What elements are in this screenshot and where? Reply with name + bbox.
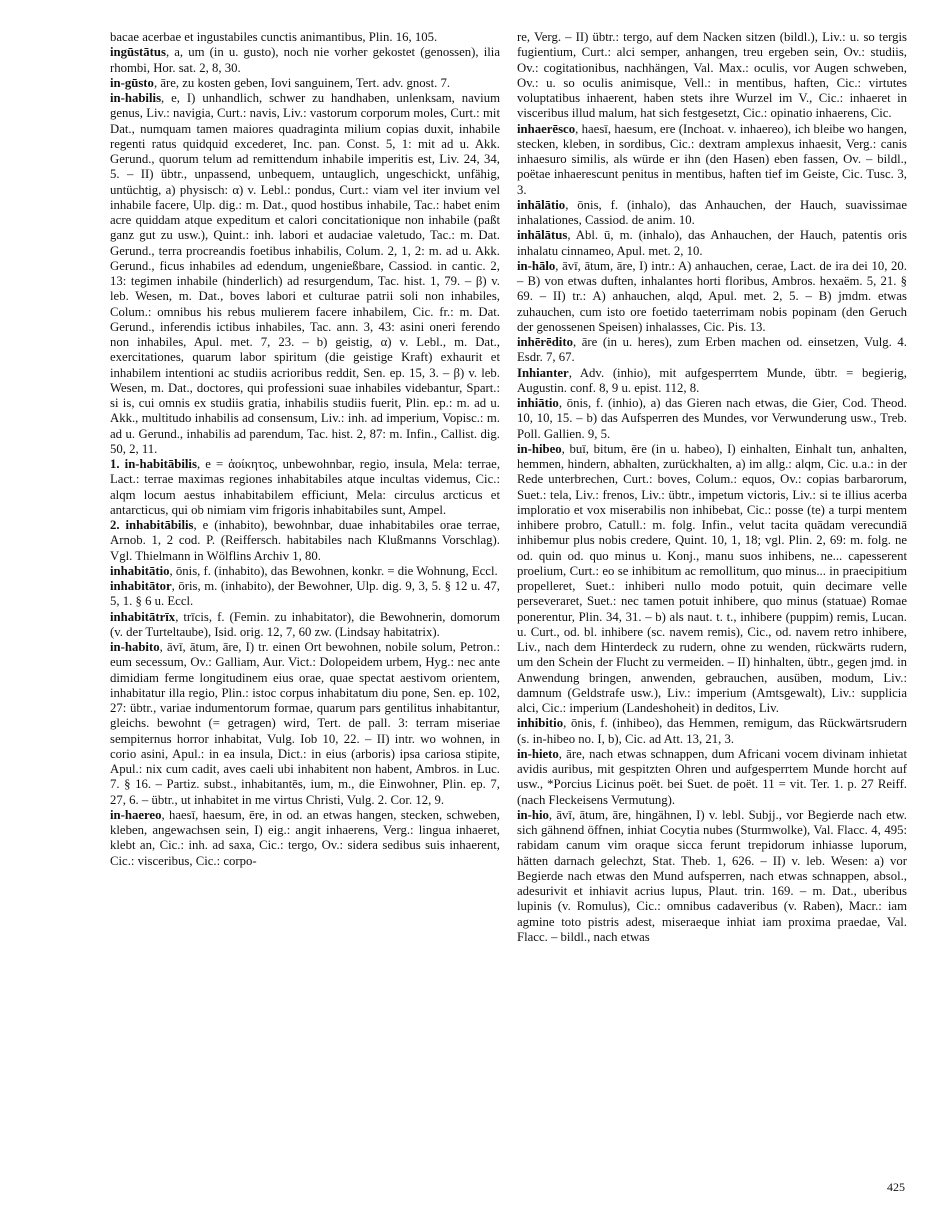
entry-text: , e = ἀοίκητος, unbewohnbar, regio, insula, Mela: terrae, Lact.: terrae maximas regiones inhabitabiles atque incultas videmus, Cic.: alqm locum aestus inhabitabilem efficiunt, Mela: circulus arcticus et antarcticus, qui ob nimiam vim frigoris inhabitabiles sunt, Ampel. bbox=[110, 457, 501, 517]
dictionary-entry bbox=[517, 747, 907, 808]
dictionary-entry bbox=[110, 610, 500, 641]
entry-lemma: in-hio bbox=[517, 807, 549, 822]
entry-lemma: in-hālo bbox=[517, 258, 556, 273]
entry-lemma: inhaerēsco bbox=[517, 121, 576, 136]
entry-lemma: in-gūsto bbox=[110, 75, 154, 90]
dictionary-entry bbox=[110, 30, 500, 45]
dictionary-entry bbox=[517, 30, 907, 122]
dictionary-entry bbox=[110, 564, 500, 579]
entry-lemma: inhabitātrīx bbox=[110, 609, 176, 624]
page-number: 425 bbox=[887, 1180, 905, 1194]
left-column bbox=[110, 30, 500, 869]
entry-text: , Abl. ū, m. (inhalo), das Anhauchen, der Hauch, patentis oris inhalatu cinnameo, Apul. met. 2, 10. bbox=[517, 228, 907, 258]
entry-text: , haesī, haesum, ere (Inchoat. v. inhaereo), ich bleibe wo hangen, stecken, kleben, in sordibus, Cic.: dextram amplexus inhaesit, Verg.: canis inhaesuro similis, als würde er ihn (den Hasen) eben fassen, Ov. – bildl., poëtae inhaerescunt penitus in mentibus, haften tief im Geiste, Cic. Tusc. 3, 3. bbox=[517, 121, 907, 197]
dictionary-entry bbox=[517, 716, 907, 747]
entry-lemma: in-haereo bbox=[110, 807, 162, 822]
entry-text: , āre, nach etwas schnappen, dum Africani vocem divinam inhietat avidis auribus, mit gespitzten Ohren und aufgesperrtem Munde horcht auf usw., *Porcius Licinus poët. bei Suet. de poët. 11 = vit. Ter. 1. p. 27 Reiff. (nach Fleckeisens Vermutung). bbox=[517, 746, 907, 807]
entry-text: , āvī, ātum, āre, I) tr. einen Ort bewohnen, nobile solum, Petron.: eum secessum, Ov.: Galliam, Aur. Vict.: Dolopeidem urbem, Hyg.: nec ante dimidiam ferme longitudinem eius orae, quae spectat aestivom orientem, inhabitatur illa regio, Plin.: istoc corpus inhabitatum diu pone, Sen. ep. 102, 27: übtr., variae indumentorum formae, quarum pars gentilitus inhabitantur, gleichs. bewohnt (= getragen) wird, Tert. de pall. 3: terram miseriae sempiternus horror inhabitat, Vulg. Iob 10, 22. – II) intr. wo wohnen, in corio asini, Apul.: in ea insula, Dict.: in eius (arboris) ipsa cariosa stipite, Apul.: nix cum cadit, aves caeli ubi inhabitent non habent, Ambros. in Luc. 7. § 16. – Partiz. subst., inhabitantēs, ium, m., die Einwohner, Plin. ep. 7, 27, 6. – übtr., ut inhabitet in me virtus Christi, Vulg. 2. Cor. 12, 9. bbox=[110, 640, 500, 807]
dictionary-entry bbox=[110, 457, 500, 518]
dictionary-entry bbox=[110, 808, 500, 869]
entry-text: , e (inhabito), bewohnbar, duae inhabitabiles orae terrae, Arnob. 1, 2 cod. P. (Reiffersch. habitabiles nach Klußmanns Vorschlag). Vgl. Thielmann in Wölflins Archiv 1, 80. bbox=[110, 518, 500, 563]
dictionary-entry bbox=[110, 518, 500, 564]
entry-lemma: inhiātio bbox=[517, 396, 559, 410]
entry-text: , haesī, haesum, ēre, in od. an etwas hangen, stecken, schweben, kleben, angewachsen sein, I) eig.: angit inhaerens, Verg.: lingua inhaeret, klebt an, Cic.: inh. ad saxa, Cic.: tergo, Ov.: sidera sedibus suis inhaerent, Cic.: visceribus, Cic.: corpo- bbox=[110, 807, 500, 868]
entry-lemma: in-hibeo bbox=[517, 441, 562, 456]
entry-text: bacae acerbae et ingustabiles cunctis animantibus, Plin. 16, 105. bbox=[110, 30, 438, 44]
dictionary-entry bbox=[110, 579, 500, 610]
entry-text: , āre, zu kosten geben, Iovi sanguinem, Tert. adv. gnost. 7. bbox=[153, 75, 451, 90]
entry-text: , ōris, m. (inhabito), der Bewohner, Ulp. dig. 9, 3, 5. § 12 u. 47, 5, 1. § 6 u. Eccl. bbox=[110, 579, 500, 609]
entry-lemma: inhērēdito bbox=[517, 335, 573, 349]
entry-lemma: 1. in-habitābilis bbox=[110, 457, 197, 471]
entry-text: , āre (in u. heres), zum Erben machen od. einsetzen, Vulg. 4. Esdr. 7, 67. bbox=[517, 335, 907, 365]
dictionary-entry bbox=[517, 396, 907, 442]
entry-lemma: inhabitātio bbox=[110, 563, 170, 578]
dictionary-entry bbox=[110, 640, 500, 808]
dictionary-entry bbox=[517, 366, 907, 397]
entry-text: , ōnis, f. (inhalo), das Anhauchen, der Hauch, suavissimae inhalationes, Cassiod. de anim. 10. bbox=[517, 197, 907, 227]
entry-text: , āvī, ātum, āre, I) intr.: A) anhauchen, cerae, Lact. de ira dei 10, 20. – B) von etwas duften, inhalantes horti floribus, Ambros. hexaëm. 5, 21. § 69. – II) tr.: A) anhauchen, alqd, Apul. met. 2, 5. – B) jmdm. etwas zuhauchen, cum isto ore foetido taeterrimam nobis popinam (den Geruch der genossenen Speisen) inhalasses, Cic. Pis. 13. bbox=[517, 258, 907, 334]
dictionary-entry bbox=[517, 228, 907, 259]
entry-lemma: inhālātus bbox=[517, 228, 568, 243]
entry-text: , āvī, ātum, āre, hingähnen, I) v. lebl. Subjj., vor Begierde nach etw. sich gähnend öffnen, inhiat Cocytia nubes (Sturmwolke), Val. Flacc. 4, 495: rabidam canum vim oraque sicca ferunt trepidorum inhiasse luporum, hätten darnach gelechzt, Stat. Theb. 1, 626. – II) v. leb. Wesen: a) vor Begierde nach etwas den Mund aufsperren, nach etwas schnappen, absol., adesurivit et inhiavit acrius lupus, Plaut. trin. 169. – m. Dat., uberibus lupinis (v. Romulus), Cic.: omnibus cadaveribus (v. Raben), Macr.: iam agmine toto pistris adest, miseraeque inhiat iam proxima praedae, Val. Flacc. – bildl., nach etwas bbox=[517, 807, 907, 944]
entry-text: , a, um (in u. gusto), noch nie vorher gekostet (genossen), ilia rhombi, Hor. sat. 2, 8, 30. bbox=[110, 45, 500, 75]
entry-lemma: inhabitātor bbox=[110, 579, 172, 593]
entry-text: , e, I) unhandlich, schwer zu handhaben, unlenksam, navium genus, Liv.: navigia, Curt.: navis, Liv.: vastorum corporum moles, Curt.: mit Dat., numquam tamen maiores quadraginta milium copias duxit, inhabile regenti ratus quidquid excederet, Inc. pan. Const. 5, 1: mit ad u. Akk. Gerund., quorum telum ad remittendum inhabile imperitis est, Liv. 24, 34, 5. – II) übtr., unpassend, unbequem, untauglich, ungeschickt, unfähig, untüchtig, a) physisch: α) v. Lebl.: pondus, Curt.: viam vel iter invium vel inhabile facere, Ulp. dig.: m. Dat., quod hostibus inhabile, Tac.: habet enim acre quiddam atque expeditum et calori concitationique non inhabile (paßt ganz gut zu usw.), Quint.: inh. labori et audaciae valetudo, Tac.: m. Dat. Gerund., terra procreandis foetibus inhabilis, Colum. 2, 1, 2: m. ad u. Akk. Gerund., ficus inhabiles ad edendum, ungenießbare, Cassiod. in cantic. 2, 13: tegimen inhabile (hinderlich) ad resurgendum, Tac. hist. 1, 79. – β) v. leb. Wesen, m. Dat., boves labori et culturae patrii soli non inhabiles, Colum.: omnibus his rebus mulierem facere inhabilem, Cic. fr.: m. Dat. Gerund., inferendis ictibus inhabiles, Tac. ann. 3, 43: asini oneri ferendo non inhabiles, Apul. met. 7, 23. – b) geistig, α) v. Lebl., m. Dat., exercitationes, quarum labor spiritum (die geistige Kraft) exhaurit et inhabilem intentioni ac studiis acrioribus reddit, Sen. ep. 15, 3. – β) v. leb. Wesen, m. Dat., doctores, qui professioni suae inhabiles videbantur, Spart.: si is, cui omnis ex studiis gratia, inhabilis studiis fuerit, Plin. ep.: m. ad u. Akk., multitudo inhabilis ad consensum, Liv.: inh. ad imperium, Vopisc.: m. ad u. Gerund., inhabilis ad parendum, Tac. hist. 2, 87: m. Infin., Callist. dig. 50, 2, 11. bbox=[110, 91, 500, 456]
entry-text: re, Verg. – II) übtr.: tergo, auf dem Nacken sitzen (bildl.), Liv.: u. so tergis fugientium, Curt.: alci semper, anhangen, treu ergeben sein, Ov.: studiis, Ov.: cogitationibus, nachhängen, Val. Max.: oculis, vor Augen schweben, Ov.: u. so oculis animisque, Vell.: in mentibus, haften, Cic.: virtutes voluptatibus inhaerent, haben stets ihre Wurzel im V., Cic.: inhaeret in visceribus illud malum, hat sich festgesetzt, Cic.: opinatio inhaerens, Cic. bbox=[517, 30, 907, 121]
dictionary-entry bbox=[517, 442, 907, 717]
entry-text: , trīcis, f. (Femin. zu inhabitator), die Bewohnerin, domorum (v. der Turteltaube), Isid. orig. 12, 7, 60 zw. (Lindsay habitatrix). bbox=[110, 609, 500, 639]
entry-text: , ōnis, f. (inhabito), das Bewohnen, konkr. = die Wohnung, Eccl. bbox=[169, 563, 498, 578]
entry-lemma: in-habito bbox=[110, 640, 160, 654]
entry-lemma: ingūstātus bbox=[110, 45, 166, 60]
dictionary-entry bbox=[517, 335, 907, 366]
right-column bbox=[517, 30, 907, 945]
entry-text: , ōnis, f. (inhio), a) das Gieren nach etwas, die Gier, Cod. Theod. 10, 10, 15. – b) das Aufsperren des Mundes, vor Verwunderung usw., Treb. Poll. Gallien. 9, 5. bbox=[517, 396, 907, 441]
dictionary-entry bbox=[517, 259, 907, 335]
entry-lemma: Inhianter bbox=[517, 365, 569, 380]
dictionary-entry bbox=[110, 91, 500, 457]
entry-text: , ōnis, f. (inhibeo), das Hemmen, remigum, das Rückwärtsrudern (s. in-hibeo no. I, b), Cic. ad Att. 13, 21, 3. bbox=[517, 716, 907, 746]
entry-text: , buī, bitum, ēre (in u. habeo), I) einhalten, Einhalt tun, anhalten, hemmen, hindern, abhalten, zurückhalten, a) im allg.: alqm, Cic. u.a.: in der Rede unterbrechen, Curt.: boves, Colum.: equos, Ov.: copias barbarorum, Suet.: tela, Liv.: frenos, Liv.: übtr., impetum victoris, Liv.: si te illius acerba imploratio et vox miserabilis non inhibebat, Cic.: posse (te) a turpi mentem inhibere probro, Catull.: m. folg. Infin., velut tacita quādam verecundiā inhibemur plus nobis credere, Quint. 10, 1, 18; vgl. Plin. 2, 69: m. folg. ne od. quin od. quo minus u. Konj., manu suos inhibens, ne... capesserent proelium, Curt.: eo se inhibitum ac remollitum, quo minus... in praecipitium propelleret, Suet.: inhiberi nullo modo potuit, quin decimare velle perseveraret, Suet.: nec tamen potuit inhibere, quo minus (statuae) Romae ponerentur, Plin. 34, 31. – b) als naut. t. t., inhibere (puppim) remis, Lucan. u. Curt., od. bl. inhibere (sc. navem remis), Cic., od. navem retro inhibere, Liv., nach dem Hinterdeck zu rudern, ohne zu wenden, rückwärts rudern, um den Schein der Flucht zu vermeiden. – II) hinhalten, übtr., gegen jmd. in Anwendung bringen, anwenden, gebrauchen, ausüben, modum, Liv.: damnum (Geldstrafe usw.), Liv.: imperium (Amtsgewalt), Liv.: supplicia alci, Cic.: imperium (Landeshoheit) in deditos, Liv. bbox=[517, 441, 907, 715]
dictionary-entry bbox=[110, 76, 500, 91]
entry-text: , Adv. (inhio), mit aufgesperrtem Munde, übtr. = begierig, Augustin. conf. 8, 9 u. epist. 112, 8. bbox=[517, 365, 907, 395]
dictionary-entry bbox=[517, 122, 907, 198]
entry-lemma: 2. inhabitābilis bbox=[110, 518, 194, 532]
dictionary-entry bbox=[110, 45, 500, 76]
entry-lemma: in-habilis bbox=[110, 91, 162, 105]
entry-lemma: inhibitio bbox=[517, 716, 564, 731]
dictionary-entry bbox=[517, 808, 907, 945]
entry-lemma: in-hieto bbox=[517, 746, 559, 761]
dictionary-entry bbox=[517, 198, 907, 229]
entry-lemma: inhālātio bbox=[517, 197, 566, 212]
